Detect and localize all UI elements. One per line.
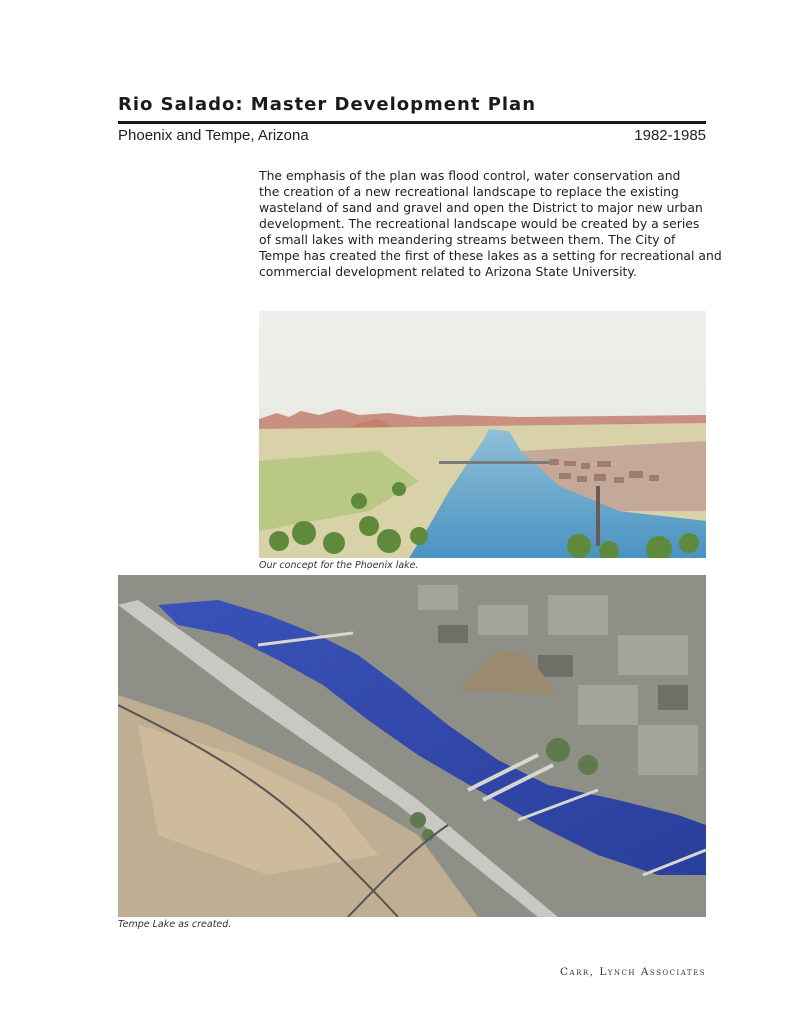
body-line: of small lakes with meandering streams between them. The City of xyxy=(259,232,676,247)
aerial-photo-image xyxy=(118,575,706,917)
figure-caption: Tempe Lake as created. xyxy=(118,919,232,930)
body-line: The emphasis of the plan was flood control, water conservation and xyxy=(259,168,681,183)
figure-caption: Our concept for the Phoenix lake. xyxy=(259,560,419,571)
document-title: Rio Salado: Master Development Plan xyxy=(118,94,537,115)
concept-painting-image xyxy=(259,311,706,558)
body-line: development. The recreational landscape would be created by a series xyxy=(259,216,700,231)
body-line: the creation of a new recreational landscape to replace the existing xyxy=(259,184,679,199)
body-line: commercial development related to Arizona State University. xyxy=(259,264,637,279)
document-subtitle: Phoenix and Tempe, Arizona xyxy=(118,127,309,144)
body-paragraph xyxy=(259,168,722,280)
firm-footer: Carr, Lynch Associates xyxy=(560,966,706,978)
body-line: Tempe has created the first of these lakes as a setting for recreational and xyxy=(259,248,722,263)
document-years: 1982-1985 xyxy=(634,127,706,144)
body-line: wasteland of sand and gravel and open the District to major new urban xyxy=(259,200,703,215)
title-rule xyxy=(118,121,706,124)
